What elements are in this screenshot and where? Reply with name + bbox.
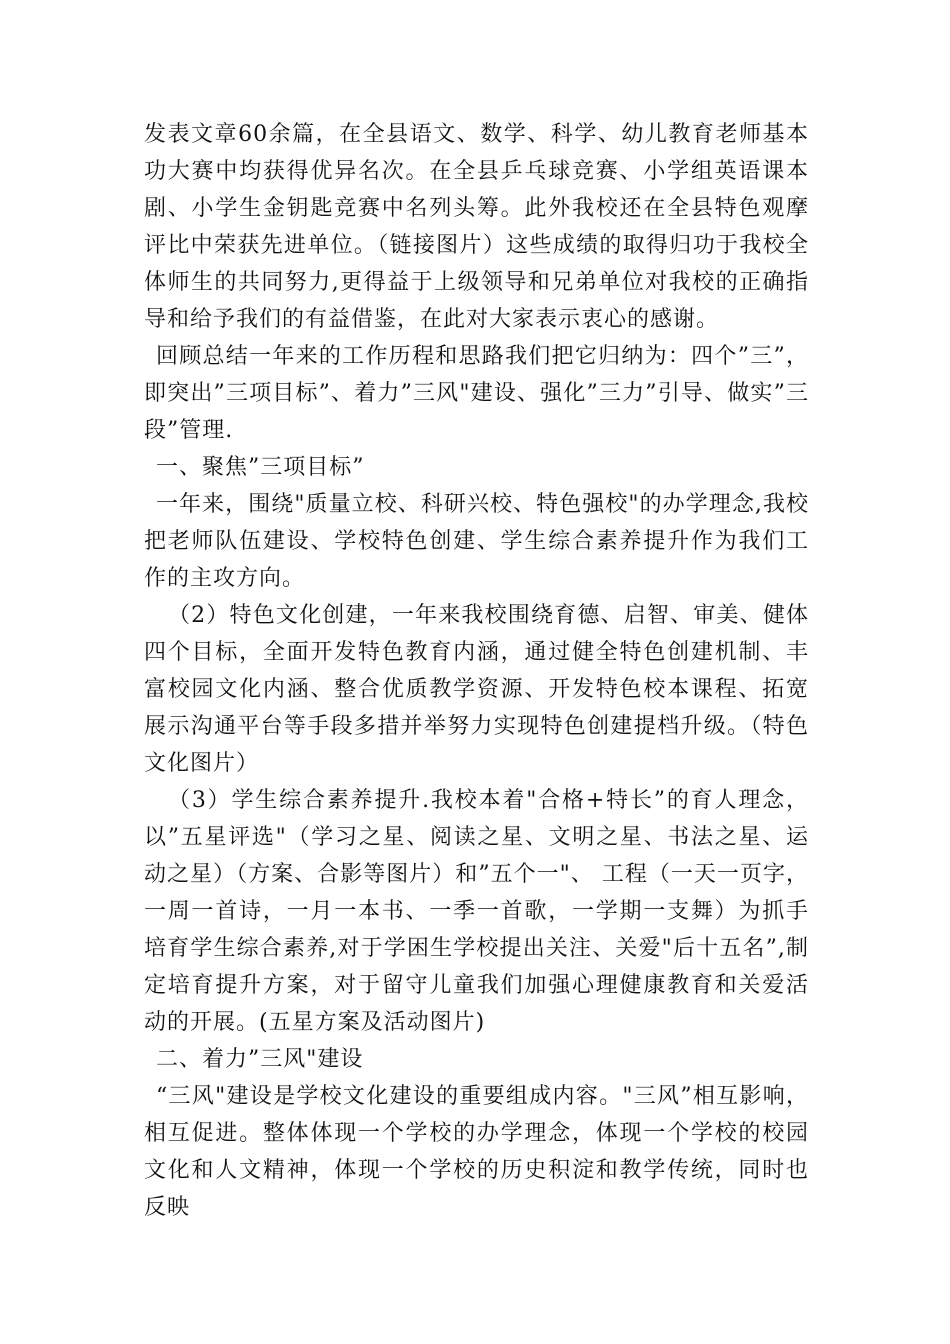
paragraph-goals-intro: 一年来，围绕"质量立校、科研兴校、特色强校"的办学理念,我校把老师队伍建设、学校特色创建、学生综合素养提升作为我们工作的主攻方向。 [144, 492, 809, 591]
paragraph-summary: 回顾总结一年来的工作历程和思路我们把它归纳为：四个”三”，即突出”三项目标”、着力”三风"建设、强化”三力”引导、做实”三段”管理. [144, 344, 809, 443]
paragraph-culture: （2）特色文化创建，一年来我校围绕育德、启智、审美、健体四个目标，全面开发特色教育内涵，通过健全特色创建机制、丰富校园文化内涵、整合优质教学资源、开发特色校本课程、拓宽展示沟通平台等手段多措并举努力实现特色创建提档升级。（特色文化图片） [144, 603, 809, 776]
paragraph-three-styles: “三风"建设是学校文化建设的重要组成内容。"三风”相互影响，相互促进。整体体现一个学校的办学理念，体现一个学校的校园文化和人文精神，体现一个学校的历史积淀和教学传统，同时也反映 [144, 1084, 810, 1220]
paragraph-achievements: 发表文章60余篇，在全县语文、数学、科学、幼儿教育老师基本功大赛中均获得优异名次。在全县乒乓球竞赛、小学组英语课本剧、小学生金钥匙竞赛中名列头筹。此外我校还在全县特色观摩评比中荣获先进单位。（链接图片）这些成绩的取得归功于我校全体师生的共同努力,更得益于上级领导和兄弟单位对我校的正确指导和给予我们的有益借鉴，在此对大家表示衷心的感谢。 [144, 122, 809, 332]
section-heading-three-styles: 二、着力”三风"建设 [156, 1047, 364, 1072]
paragraph-literacy: （3）学生综合素养提升.我校本着"合格+特长”的育人理念，以”五星评选"（学习之星、阅读之星、文明之星、书法之星、运动之星）（方案、合影等图片）和”五个一"、 工程（一天一页字，一周一首诗，一月一本书、一季一首歌，一学期一支舞）为抓手培育学生综合素养,对于学困生学校提出关注、关爱"后十五名”,制定培育提升方案，对于留守儿童我们加强心理健康教育和关爱活动的开展。(五星方案及活动图片) [144, 788, 809, 1035]
document-body [144, 116, 809, 1226]
section-heading-goals: 一、聚焦”三项目标” [156, 455, 365, 480]
